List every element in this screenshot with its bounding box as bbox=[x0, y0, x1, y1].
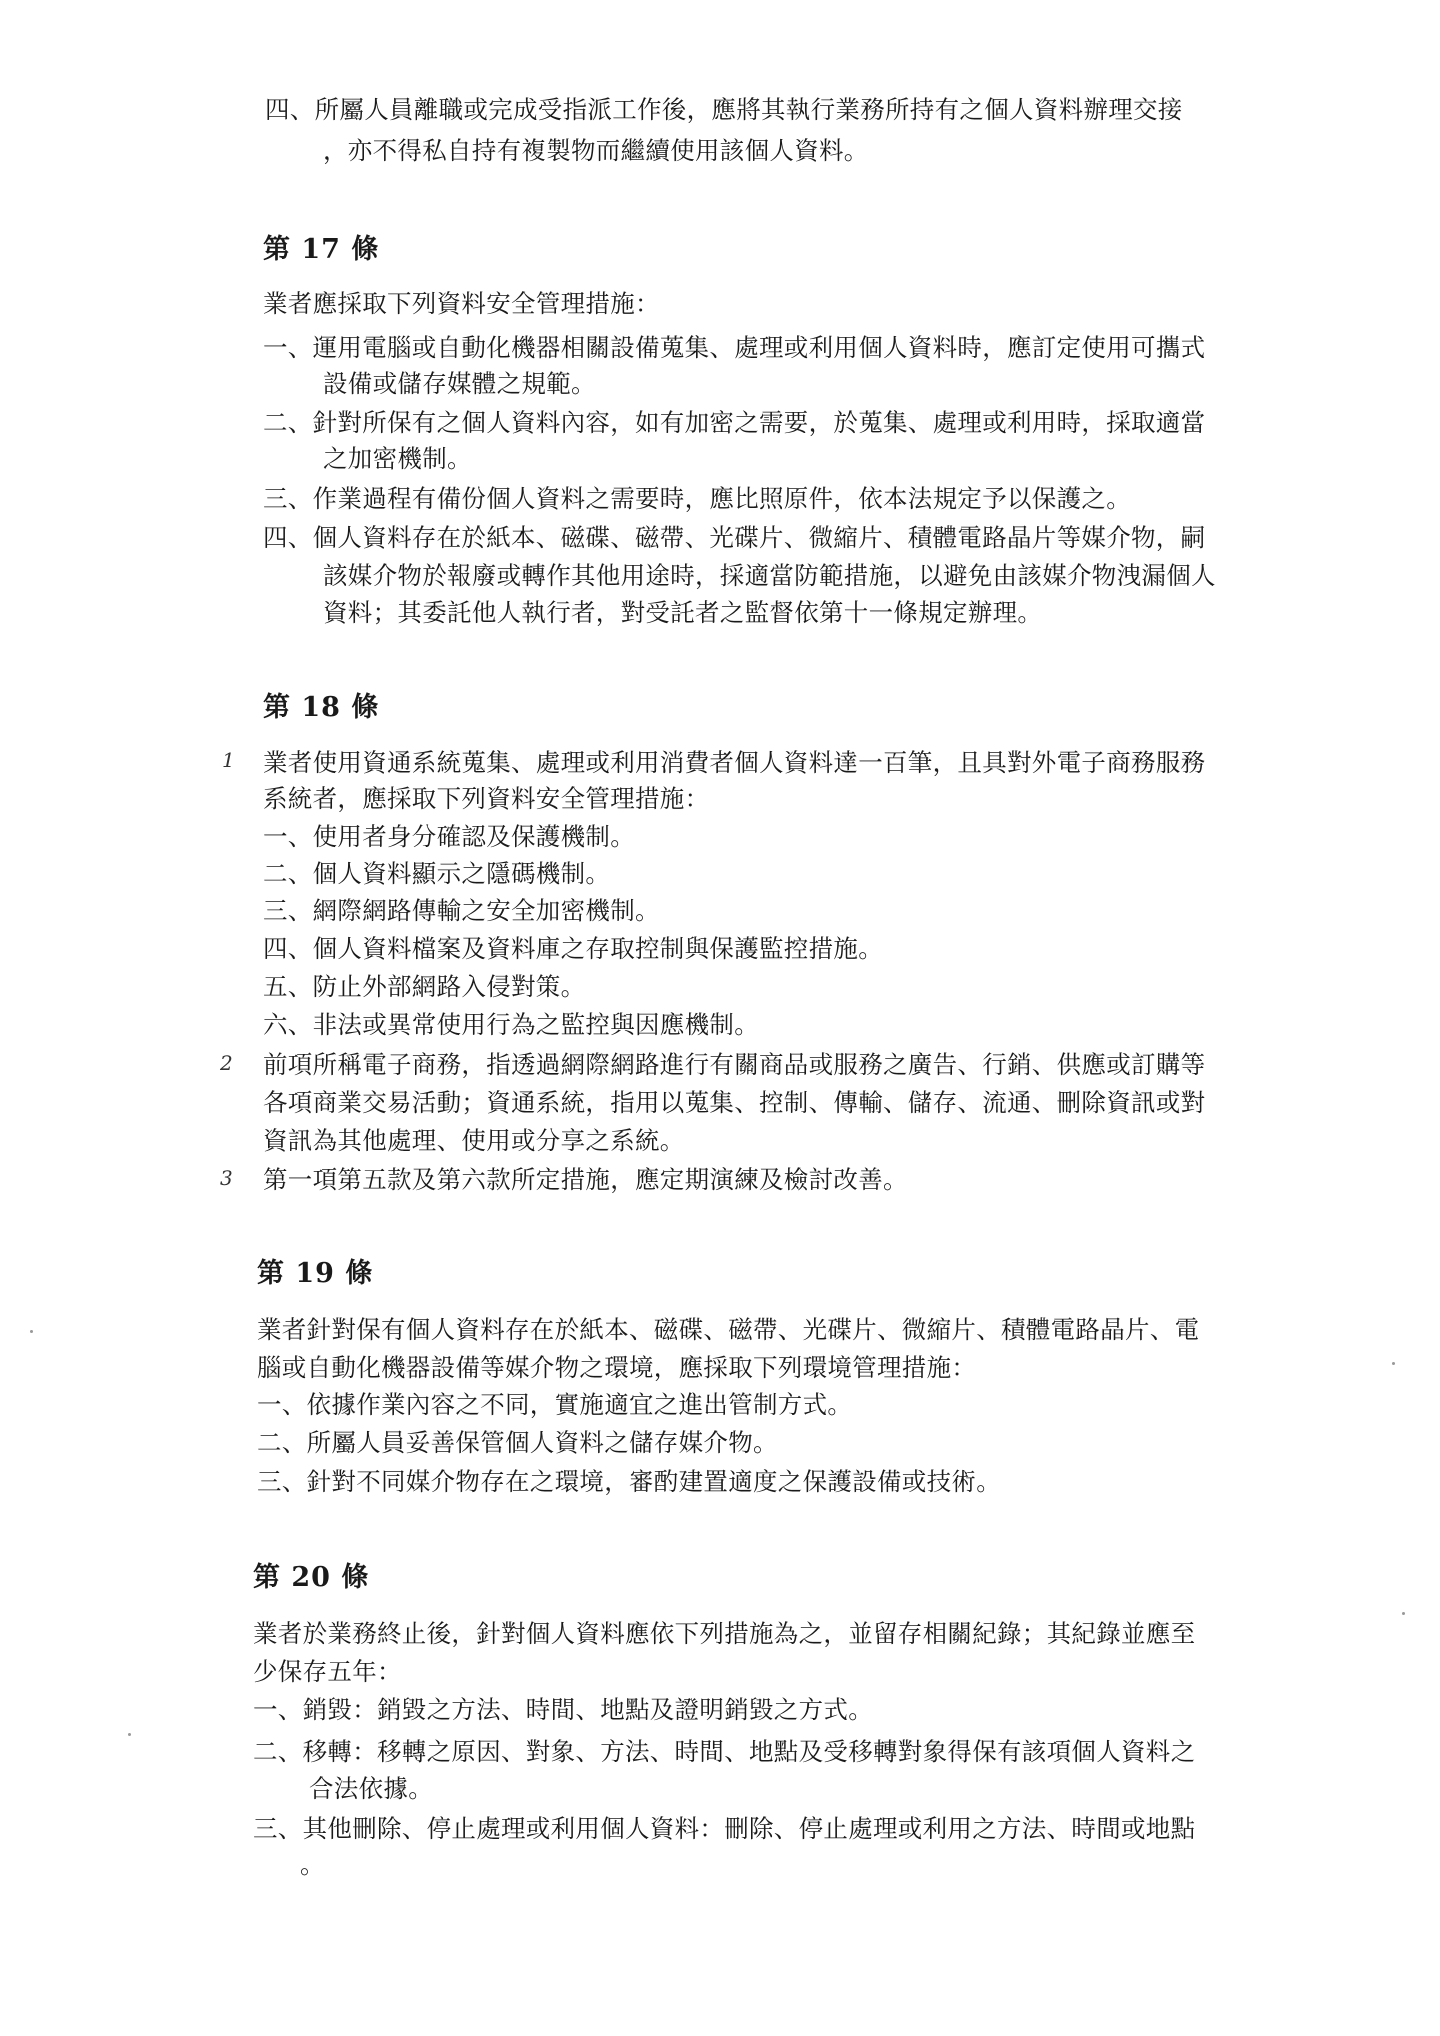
article-20-item-3-line-1: 三、其他刪除、停止處理或利用個人資料：刪除、停止處理或利用之方法、時間或地點 bbox=[253, 1814, 1196, 1843]
article-20-intro-line-2: 少保存五年： bbox=[253, 1657, 402, 1686]
article-18-para-1-line-2: 系統者，應採取下列資料安全管理措施： bbox=[263, 784, 710, 813]
article-17-item-1-line-1: 一、運用電腦或自動化機器相關設備蒐集、處理或利用個人資料時，應訂定使用可攜式 bbox=[263, 333, 1206, 362]
article-18-item-6: 六、非法或異常使用行為之監控與因應機制。 bbox=[263, 1010, 759, 1039]
article-18-para-1-line-1: 業者使用資通系統蒐集、處理或利用消費者個人資料達一百筆，且具對外電子商務服務 bbox=[263, 748, 1206, 777]
article-18-item-2: 二、個人資料顯示之隱碼機制。 bbox=[263, 859, 611, 888]
article-20-heading: 第 20 條 bbox=[253, 1562, 370, 1593]
article-17-item-3: 三、作業過程有備份個人資料之需要時，應比照原件，依本法規定予以保護之。 bbox=[263, 484, 1131, 513]
article-17-item-4-line-1: 四、個人資料存在於紙本、磁碟、磁帶、光碟片、微縮片、積體電路晶片等媒介物，嗣 bbox=[263, 523, 1206, 552]
article-20-item-3-line-2: 。 bbox=[300, 1850, 325, 1879]
article-20-item-1: 一、銷毀：銷毀之方法、時間、地點及證明銷毀之方式。 bbox=[253, 1695, 873, 1724]
scan-speck bbox=[1392, 1362, 1395, 1365]
article-19-heading: 第 19 條 bbox=[257, 1258, 374, 1289]
article-19-item-3: 三、針對不同媒介物存在之環境，審酌建置適度之保護設備或技術。 bbox=[257, 1467, 1001, 1496]
article-20-intro-line-1: 業者於業務終止後，針對個人資料應依下列措施為之，並留存相關紀錄；其紀錄並應至 bbox=[253, 1619, 1196, 1648]
article-17-item-1-line-2: 設備或儲存媒體之規範。 bbox=[323, 369, 596, 398]
article-19-intro-line-1: 業者針對保有個人資料存在於紙本、磁碟、磁帶、光碟片、微縮片、積體電路晶片、電 bbox=[257, 1315, 1200, 1344]
item-4-line-1: 四、所屬人員離職或完成受指派工作後，應將其執行業務所持有之個人資料辦理交接 bbox=[265, 95, 1183, 124]
scan-speck bbox=[1402, 1612, 1405, 1615]
paragraph-number-2: 2 bbox=[220, 1051, 233, 1075]
article-17-intro: 業者應採取下列資料安全管理措施： bbox=[263, 289, 660, 318]
article-18-heading: 第 18 條 bbox=[263, 692, 380, 723]
article-18-item-5: 五、防止外部網路入侵對策。 bbox=[263, 972, 586, 1001]
article-17-item-2-line-1: 二、針對所保有之個人資料內容，如有加密之需要，於蒐集、處理或利用時，採取適當 bbox=[263, 408, 1206, 437]
scan-speck bbox=[30, 1330, 33, 1333]
article-19-intro-line-2: 腦或自動化機器設備等媒介物之環境，應採取下列環境管理措施： bbox=[257, 1353, 977, 1382]
article-18-para-3: 第一項第五款及第六款所定措施，應定期演練及檢討改善。 bbox=[263, 1165, 908, 1194]
article-17-item-2-line-2: 之加密機制。 bbox=[323, 444, 472, 473]
paragraph-number-3: 3 bbox=[220, 1166, 233, 1190]
article-18-item-1: 一、使用者身分確認及保護機制。 bbox=[263, 822, 635, 851]
article-18-item-4: 四、個人資料檔案及資料庫之存取控制與保護監控措施。 bbox=[263, 934, 883, 963]
article-19-item-1: 一、依據作業內容之不同，實施適宜之進出管制方式。 bbox=[257, 1390, 853, 1419]
article-18-para-2-line-2: 各項商業交易活動；資通系統，指用以蒐集、控制、傳輸、儲存、流通、刪除資訊或對 bbox=[263, 1088, 1206, 1117]
article-17-item-4-line-3: 資料；其委託他人執行者，對受託者之監督依第十一條規定辦理。 bbox=[323, 598, 1043, 627]
item-4-line-2: ，亦不得私自持有複製物而繼續使用該個人資料。 bbox=[323, 136, 869, 165]
article-18-para-2-line-1: 前項所稱電子商務，指透過網際網路進行有關商品或服務之廣告、行銷、供應或訂購等 bbox=[263, 1050, 1206, 1079]
article-17-item-4-line-2: 該媒介物於報廢或轉作其他用途時，採適當防範措施，以避免由該媒介物洩漏個人 bbox=[323, 561, 1216, 590]
scan-speck bbox=[128, 1733, 131, 1736]
article-18-para-2-line-3: 資訊為其他處理、使用或分享之系統。 bbox=[263, 1126, 685, 1155]
article-20-item-2-line-2: 合法依據。 bbox=[309, 1774, 433, 1803]
paragraph-number-1: 1 bbox=[222, 748, 235, 772]
article-20-item-2-line-1: 二、移轉：移轉之原因、對象、方法、時間、地點及受移轉對象得保有該項個人資料之 bbox=[253, 1737, 1196, 1766]
article-19-item-2: 二、所屬人員妥善保管個人資料之儲存媒介物。 bbox=[257, 1428, 778, 1457]
article-18-item-3: 三、網際網路傳輸之安全加密機制。 bbox=[263, 896, 660, 925]
article-17-heading: 第 17 條 bbox=[263, 234, 380, 265]
